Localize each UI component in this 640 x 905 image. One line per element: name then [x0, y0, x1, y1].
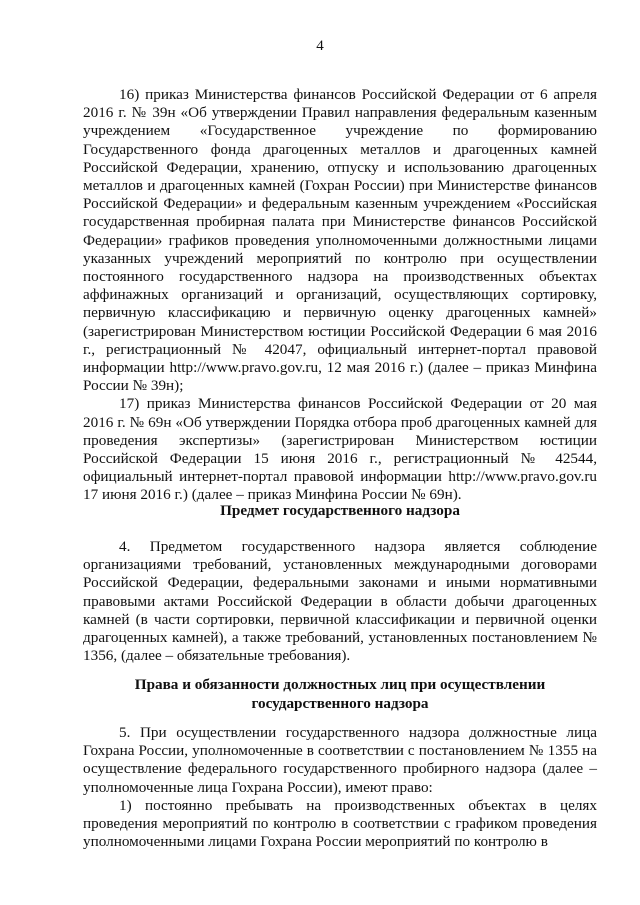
paragraph-5-sub-1: 1) постоянно пребывать на производственных объектах в целях проведения мероприятий по контролю в соответствии с графиком проведения уполномоченными лицами Гохрана России мероприятий по контролю в [83, 796, 597, 851]
item-16: 16) приказ Министерства финансов Российской Федерации от 6 апреля 2016 г. № 39н «Об утверждении Правил направления федеральным казенным учреждением «Государственное учреждение по формированию Государственного фонда драгоценных металлов и драгоценных камней Российской Федерации, хранению, отпуску и использованию драгоценных металлов и драгоценных камней (Гохран России) при Министерстве финансов Российской Федерации» и федеральным казенным учреждением «Российская государственная пробирная палата при Министерстве финансов Российской Федерации» графиков проведения уполномоченными должностными лицами указанных учреждений мероприятий по контролю при осуществлении постоянного государственного надзора на производственных объектах аффинажных организаций и организаций, осуществляющих сортировку, первичную классификацию и первичную оценку драгоценных камней» (зарегистрирован Министерством юстиции Российской Федерации 6 мая 2016 г., регистрационный № 42047, официальный интернет-портал правовой информации http://www.pravo.gov.ru, 12 мая 2016 г.) (далее – приказ Минфина России № 39н); [83, 86, 597, 395]
item-17: 17) приказ Министерства финансов Российской Федерации от 20 мая 2016 г. № 69н «Об утверждении Порядка отбора проб драгоценных камней для проведения экспертизы» (зарегистрирован Министерством юстиции Российской Федерации 15 июня 2016 г., регистрационный № 42544, официальный интернет-портал правовой информации http://www.pravo.gov.ru 17 июня 2016 г.) (далее – приказ Минфина России № 69н). [83, 395, 597, 504]
paragraph-4: 4. Предметом государственного надзора является соблюдение организациями требований, установленных международными договорами Российской Федерации, федеральными законами и иными нормативными правовыми актами Российской Федерации в области добычи драгоценных камней (в части сортировки, первичной классификации и первичной оценки драгоценных камней), а также требований, установленных постановлением № 1356, (далее – обязательные требования). [83, 538, 597, 665]
items-block [83, 86, 597, 505]
section-rights-body [83, 724, 597, 851]
section-heading-rights-line2: государственного надзора [251, 694, 429, 712]
section-heading-subject: Предмет государственного надзора [220, 502, 460, 519]
section-subject-body [83, 538, 597, 665]
section-heading-rights [60, 676, 620, 713]
section-heading-rights-line1: Права и обязанности должностных лиц при осуществлении [134, 676, 546, 693]
paragraph-5: 5. При осуществлении государственного надзора должностные лица Гохрана России, уполномоченные в соответствии с постановлением № 1355 на осуществление федерального государственного пробирного надзора (далее – уполномоченные лица Гохрана России), имеют право: [83, 724, 597, 796]
page-number: 4 [316, 38, 324, 54]
